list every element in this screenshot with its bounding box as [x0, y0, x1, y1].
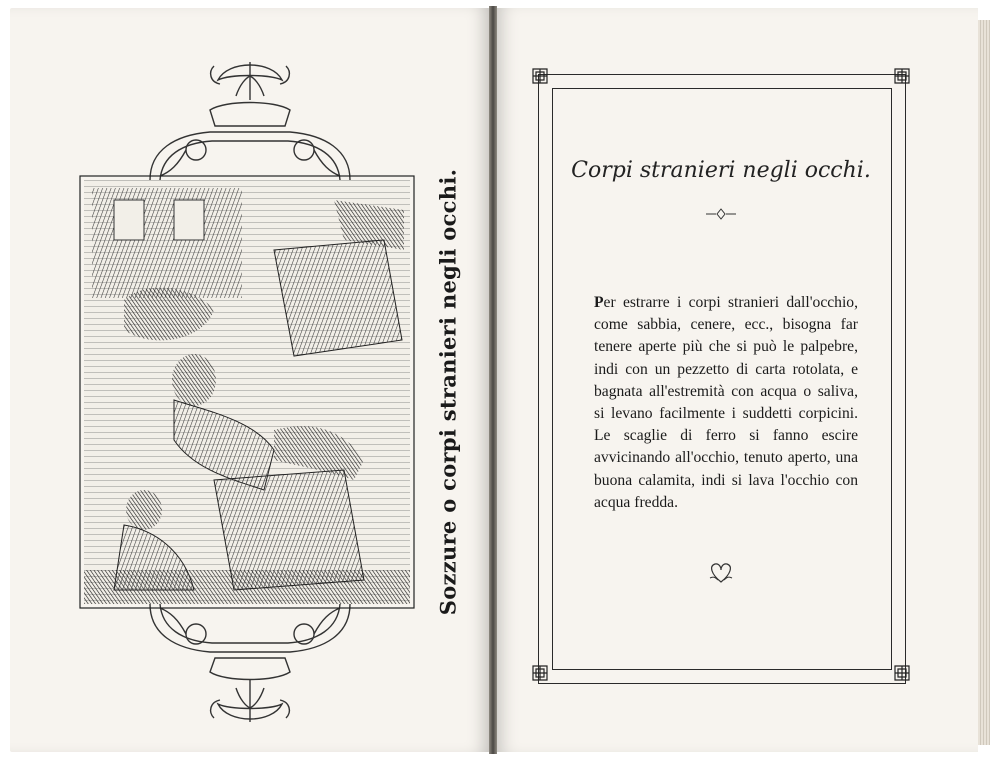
corner-ornament-icon — [531, 67, 549, 85]
book-gutter — [489, 6, 497, 754]
divider-ornament-icon — [704, 208, 738, 220]
corner-ornament-icon — [531, 664, 549, 682]
paragraph-text: er estrarre i corpi stranieri dall'occhio, come sabbia, cenere, ecc., bisogna far tenere aperte più che si può le palpebre, indi con un pezzetto di carta rotolata, e bagnata all'estremità con acqua o saliva, si levano facilmente i suddetti corpicini. Le scaglie di ferro si fanno escire avvicinando all'occhio, tenuto aperto, una buona calamita, indi si lava l'occhio con acqua fredda. — [594, 294, 858, 511]
engraving-illustration — [84, 180, 410, 604]
body-paragraph — [594, 292, 858, 514]
tailpiece-ornament-icon — [706, 560, 736, 586]
page-edges — [978, 20, 990, 745]
corner-ornament-icon — [893, 67, 911, 85]
engraving-caption: Sozzure o corpi stranieri negli occhi. — [435, 168, 461, 616]
corner-ornament-icon — [893, 664, 911, 682]
page-title: Corpi stranieri negli occhi. — [571, 158, 871, 183]
drop-letter: P — [594, 294, 604, 311]
